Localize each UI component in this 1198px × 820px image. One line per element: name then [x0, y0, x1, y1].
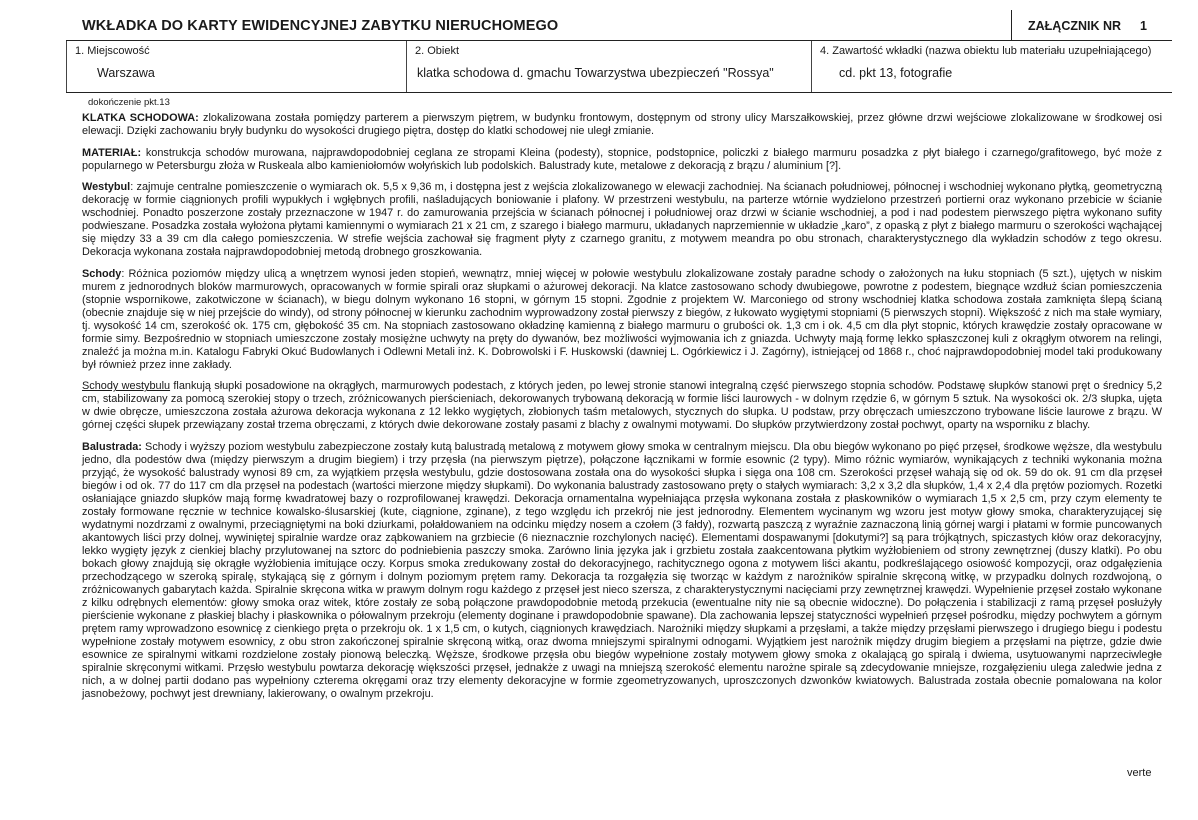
- paragraph-balustrada: [82, 441, 1162, 701]
- continuation-note: dokończenie pkt.13: [88, 97, 170, 108]
- field-object-label: 2. Obiekt: [415, 45, 460, 57]
- paragraph-material: [82, 147, 1162, 173]
- text-balustrada: Schody i wyższy poziom westybulu zabezpieczone zostały kutą balustradą metalową z motywem głowy smoka w centralnym miejscu. Dla obu biegów wykonano po pięć przęseł, środkowe węższe, dla westybulu jedno, dla podestów dwa (między pierwszym a drugim biegiem) i trzy przęsła (na pierwszym piętrze), połączone łącznikami w formie esownic (2 typy). Mimo różnic wymiarów, wynikających z techniki wykonania można przyjąć, że wysokość balustrady wynosi 89 cm, za wyjątkiem przęsła westybulu, gdzie dostosowana została ona do wysokości słupka i sięga ona 108 cm. Szerokości przęseł wahają się od ok. 59 do ok. 91 cm dla przęseł biegów i od ok. 77 do 117 cm dla przęseł na podestach (wartości mierzone między słupkami). Do wykonania balustrady zastosowano pręty o stałych wymiarach: 3,2 x 3,2 dla słupków, 1,4 x 2,4 dla prętów poziomych. Rozetki osłaniające gniazdo słupków mają formę kwadratowej bazy o rozprofilowanej krawędzi. Dekoracja ornamentalna wypełniająca przęsła wykonana została z płaskowników o wymiarach 1,5 x 2,5 cm, przy czym elementy te zostały formowane ręcznie w technice kowalsko-ślusarskiej (kute, ciągnione, zginane), z tego względu ich przekrój nie jest jednorodny. Elementem wycinanym wg wzoru jest motyw głowy smoka, charakteryzującej się wydatnymi nozdrzami z owalnymi, przeciągniętymi na boki dziurkami, połałdowaniem na odcinku między nosem a czołem (3 fałdy), rozwartą paszczą z wyraźnie zaznaczoną linią górnej wargi i płatami w formie puncowanych akantowych liści przy dolnej, wywiniętej spiralnie wardze oraz ząbkowaniem na grzbiecie (6 nieznacznie rozchylonych nacięć). Elementami dospawanymi [dokutymi?] są para trójkątnych, spiczastych kłów oraz dekoracyjny, lekko wygięty język z cienkiej blachy przylutowanej na sztorc do podniebienia paszczy smoka. Zarówno linia języka jak i grzbietu została zaakcentowana płytkim wyżłobieniem od strony zewnętrznej (duszy klatki). Po obu bokach głowy znajdują się okrągłe wyżłobienia imitujące oczy. Korpus smoka zredukowany został do dekoracyjnego, rachitycznego ogona z motywem liści akantu, podkreślającego osiowość kompozycji, oraz odgałęzienia przechodzącego w szeroką spiralę, stykającą się z górnym i dolnym poziomym prętem ramy. Dekoracja ta rozgałęzia się tworząc w każdym z narożników spiralnie skręconą witkę, w przypadku dolnych rozdwojoną, o zróżnicowanych gabarytach każda. Spiralnie skręcona witka w prawym dolnym rogu każdego z przęseł jest nieco szersza, z charakterystycznymi nacięciami przy zewnętrznej krawędzi. Wypełnienie przęseł zostało wykonane z kilku odrębnych elementów: głowy smoka oraz witek, które zostały ze sobą połączone prawdopodobnie metodą przekucia (ewentualne nity nie są obecnie widoczne). Do połączenia i stabilizacji z ramą przęseł posłużyły pierścienie wykonane z płaskiej blachy i płaskownika o półowalnym przekroju (elementy doginane i prawdopodobnie spawane). Dla zachowania lepszej statyczności wypełnień przęseł pośrodku, między pochwytem a górnym prętem ramy wprowadzono esownicę z cienkiego pręta o przekroju ok. 1 x 1,5 cm, o kutych, ciągnionych krawędziach. Narożniki między słupkami a przęsłami, a także między przęsłami pierwszego i drugiego biegu i podestu wypełnione zostały motywem esownicy, z obu stron zakończonej spiralnie skręconą witką, oraz dwoma mniejszymi spiralnymi odnogami. Wyjątkiem jest narożnik między drugim biegiem a przęsłami na piętrze, gdzie dwie esownice ze spiralnymi witkami rozdzielone zostały pionową beleczką. Węższe, środkowe przęsła obu biegów wypełnione zostały motywem głowy smoka z okalającą go spiralą i dwiema, usytuowanymi naprzeciwległe spiralnie skręconymi witkami. Przęsło westybulu powtarza dekorację większości przęseł, jednakże z uwagi na mniejszą szerokość elementu narożne spirale są zdecydowanie mniejsze, rozgałęzieniu ulega zaledwie jedna z nich, a w dolnej partii dodano pas wypełniony czterema okręgami oraz trzy elementy dekoracyjne w formie zgeometryzowanych, uproszczonych dzwonków kwiatowych. Balustrada została obecnie pomalowana na kolor jasnobeżowy, pochwyt jest drewniany, lakierowany, o owalnym przekroju.: [82, 440, 1162, 700]
- text-westybul: : zajmuje centralne pomieszczenie o wymiarach ok. 5,5 x 9,36 m, i dostępna jest z wejścia zlokalizowanego w elewacji zachodniej. Na ścianach południowej, północnej i wschodniej wykonano płytką, geometryczną dekorację w formie ciągnionych profili wypukłych i wgłębnych profili, naśladujących boniowanie i plafony. W przestrzeni westybulu, na parterze wtórnie wydzielono przestrzeń portierni oraz wykonano przebicie w ścianie wschodniej. Ponadto poszerzone zostały przeznaczone w 1947 r. do zamurowania przejścia w ścianach północnej i południowej oraz drzwi w ścianie wschodniej, a pod i nad podestem pierwszego piętra wykonano sufity podwieszane. Posadzka została wyłożona płytami kamiennymi o wymiarach 21 x 21 cm, z szarego i białego marmuru, układanych naprzemiennie w układzie „karo”, z opaską z płyt z białego marmuru o szerokości wąchającej się między 33 a 39 cm dla całego pomieszczenia. W strefie wejścia zachował się fragment płyty z czarnego granitu, z motywem meandra po obu stronach, charakterystycznego dla wykładzin schodów z tego okresu. Dekoracja wykonana została najprawdopodobniej metodą drobnego groszkowania.: [82, 181, 1162, 259]
- paragraph-westybul: [82, 181, 1162, 259]
- field-contents-value: cd. pkt 13, fotografie: [839, 66, 953, 80]
- field-contents-label: 4. Zawartość wkładki (nazwa obiektu lub materiału uzupełniającego): [820, 45, 1152, 57]
- heading-material: MATERIAŁ:: [82, 146, 142, 159]
- paragraph-schody-westybulu: [82, 380, 1162, 432]
- document-title: WKŁADKA DO KARTY EWIDENCYJNEJ ZABYTKU NIERUCHOMEGO: [82, 18, 559, 34]
- field-contents: [811, 41, 1173, 92]
- field-object: [406, 41, 812, 92]
- paragraph-klatka: [82, 112, 1162, 138]
- heading-schody-westybulu: Schody westybulu: [82, 380, 171, 393]
- field-object-value: klatka schodowa d. gmachu Towarzystwa ubezpieczeń "Rossya": [417, 66, 774, 80]
- text-schody-westybulu: flankują słupki posadowione na okrągłych, marmurowych podestach, z których jeden, po lewej stronie stanowi integralną część pierwszego stopnia schodów. Podstawę słupków stanowi pręt o średnicy 5,2 cm, stabilizowany za pomocą szerokiej stopy o trzech, zróżnicowanych pierścieniach, dekorowanych trybowaną dekoracją w formie liści laurowych - w dolnym rzędzie 6, w górnym 5 sztuk. Na wysokości ok. 2/3 słupka, ujęta w dwie obręcze, umieszczona została ażurowa dekoracja wykonana z 12 lekko wygiętych, złobionych taśm metalowych, stycznych do słupka. U podstaw, przy obręczach umieszczono trybowane liście laurowe z brązu. W górnej części słupek przewiązany został trzema obręczami, z których dwie dekorowane zostały pasami z blachy z owalnymi motywami. Do słupków przytwierdzony został pochwyt, oparty na wsporniku z blachy.: [82, 380, 1163, 432]
- heading-westybul: Westybul: [82, 181, 131, 194]
- text-klatka: zlokalizowana została pomiędzy parterem a pierwszym piętrem, w budynku frontowym, dostępnym od strony ulicy Marszałkowskiej, przez główne drzwi wejściowe zlokalizowane w środkowej osi elewacji. Dzięki zachowaniu bryły budynku do wysokości drugiego piętra, dostęp do klatki schodowej nie uległ zmianie.: [82, 112, 1163, 137]
- field-location-label: 1. Miejscowość: [75, 45, 150, 57]
- document-body: [82, 112, 1162, 710]
- attachment-number: 1: [1140, 19, 1147, 33]
- field-location-value: Warszawa: [97, 66, 155, 80]
- text-schody: : Różnica poziomów między ulicą a wnętrzem wynosi jeden stopień, wewnątrz, mniej więcej w połowie westybulu zlokalizowane zostały paradne schody o założonych na łuku stopniach (5 szt.), ujętych w niskim murem z jednorodnych bloków marmurowych, opracowanych w formie spirali oraz słupkami o ażurowej dekoracji. Na klatce zastosowano schody dwubiegowe, powrotne z podestem, biegnące wzdłuż ścian pomieszczenia (stopnie wspornikowe, zakotwiczone w ścianach), w biegu dolnym wykonano 16 stopni, w górnym 15 stopni. Zgodnie z projektem W. Marconiego od strony wschodniej klatka schodowa została zamknięta ślepą ścianą (obecnie znajduje się w niej przejście do windy), od strony północnej w kierunku zachodnim wyprowadzony został pierwszy z biegów, z łukowato wygiętymi stopniami (5 pierwszych stopni). Większość z nich ma stałe wymiary, tj. wysokość 14 cm, szerokość ok. 175 cm, głębokość 35 cm. Na stopniach zastosowano okładzinę kamienną z białego marmuru o grubości ok. 1,3 cm i ok. 4,5 cm dla płyt stopnic, których krawędzie zostały opracowane w formie simy. Bezpośrednio w stopniach umieszczone zostały mosiężne uchwyty na pręty do dywanów, bez możliwości wyjmowania ich z gniazda. Uchwyty mają formę lekko spłaszczonej kuli z okrągłym otworem na relingi, znaleźć ja można m.in. Katalogu Fabryki Okuć Budowlanych i Odlewni Metali inż. K. Dobrowolski i F. Huskowski (dawniej L. Ogórkiewicz i J. Zagórny), istniejącej od 1868 r., choć najprawdopodobniej model taki produkowany był również przez inne zakłady.: [82, 267, 1162, 371]
- heading-klatka: KLATKA SCHODOWA:: [82, 112, 199, 124]
- field-location: [66, 41, 407, 92]
- heading-balustrada: Balustrada:: [82, 440, 142, 453]
- text-material: konstrukcja schodów murowana, najprawdopodobniej ceglana ze stropami Kleina (podesty), stopnice, podstopnice, policzki z białego marmuru posadzka z płyt białego i czarnego/grafitowego, być może z popularnego w Petersburgu złoża w Ruskeala albo kamieniołomów wołyńskich lub podolskich. Balustrady kute, metalowe z dekoracją z brązu / aluminium [?].: [82, 146, 1162, 172]
- header: [66, 10, 1172, 41]
- attachment-label: ZAŁĄCZNIK NR: [1028, 19, 1122, 33]
- meta-table: [66, 41, 1172, 93]
- heading-schody: Schody: [82, 267, 122, 280]
- attachment-box: [1011, 10, 1173, 41]
- paragraph-schody: [82, 268, 1162, 372]
- verte-note: verte: [1127, 767, 1152, 779]
